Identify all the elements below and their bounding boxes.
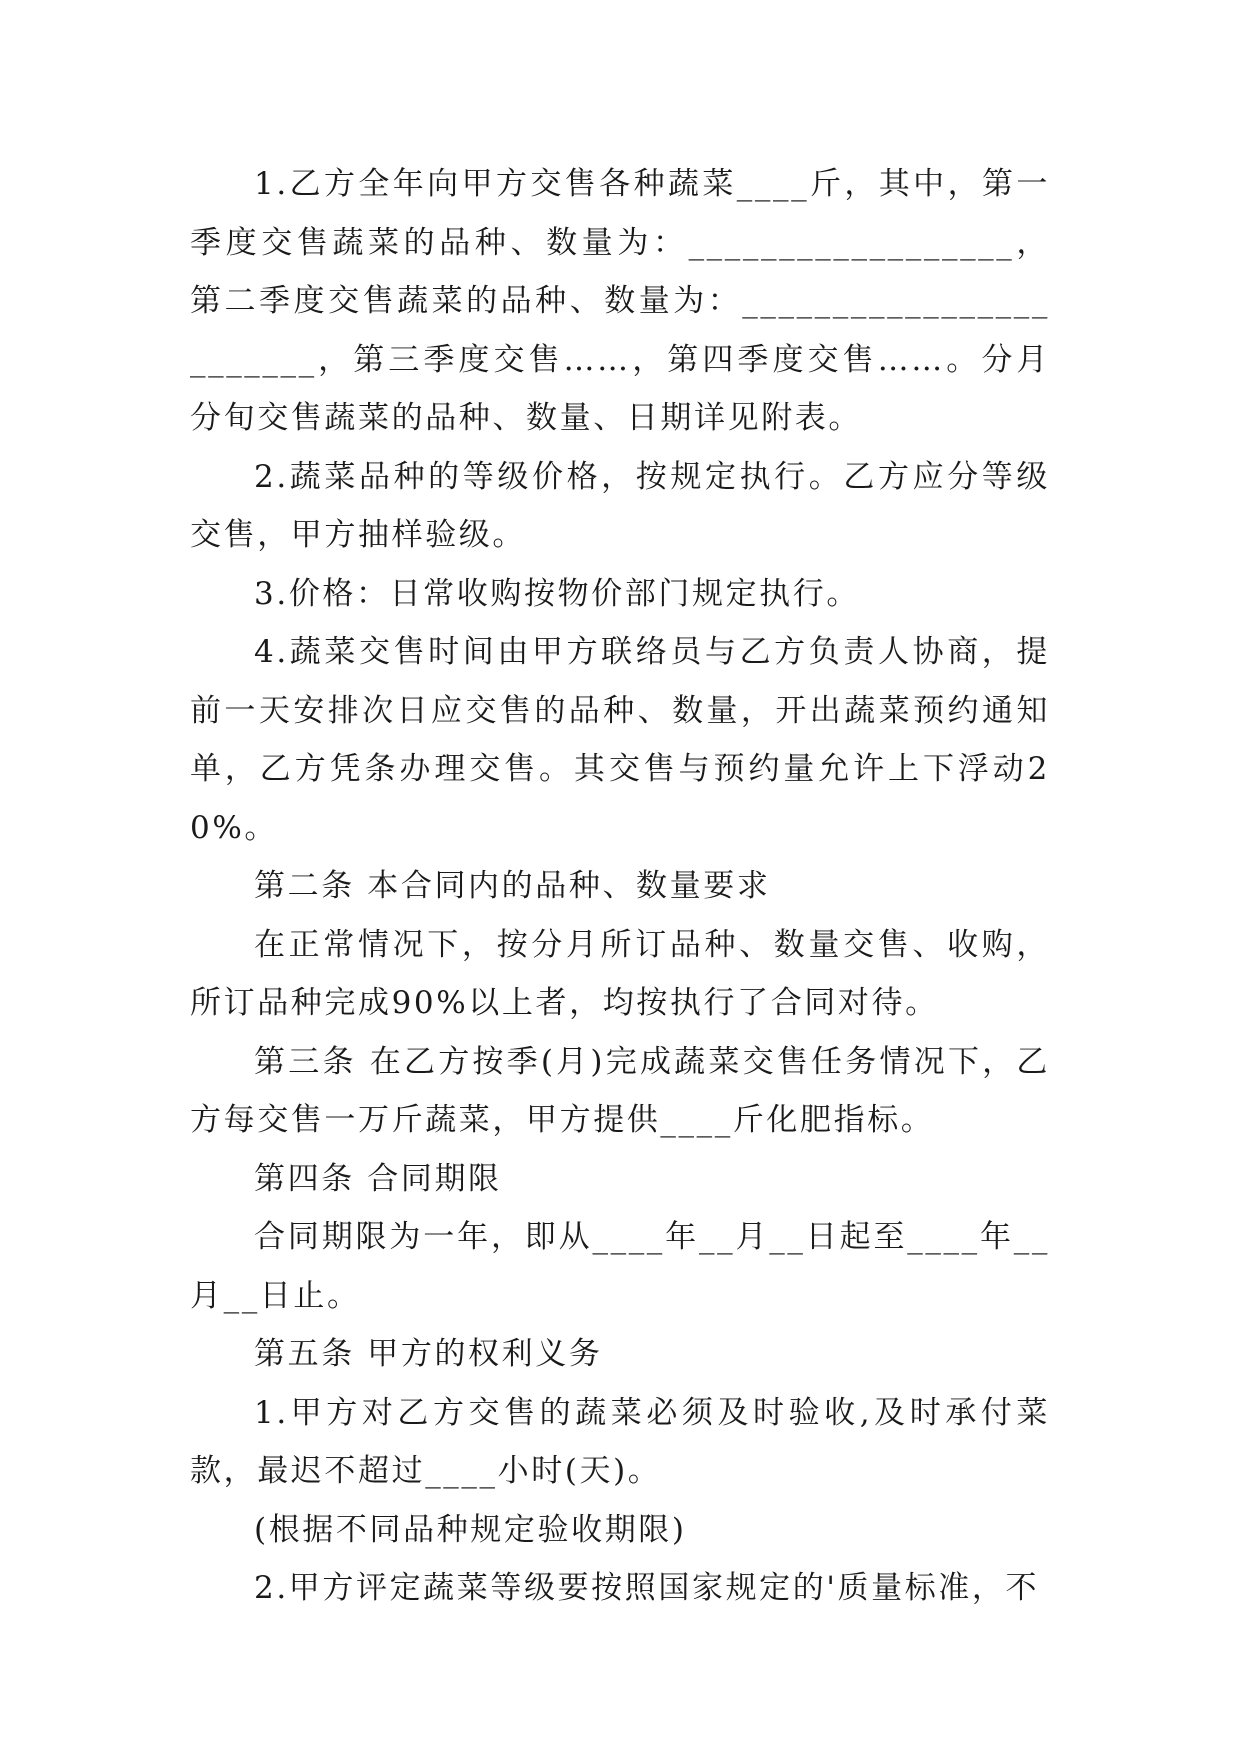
paragraph-article-5-item2: 2.甲方评定蔬菜等级要按照国家规定的'质量标准，不 (254, 1570, 1040, 1606)
paragraph-article-5-item1: 1.甲方对乙方交售的蔬菜必须及时验收,及时承付菜款，最迟不超过____小时(天)。 (190, 1394, 1050, 1489)
paragraph-item4-delivery-time: 4.蔬菜交售时间由甲方联络员与乙方负责人协商，提前一天安排次日应交售的品种、数量，开出蔬菜预约通知单，乙方凭条办理交售。其交售与预约量允许上下浮动20%。 (190, 634, 1050, 846)
paragraph-article-5-note: (根据不同品种规定验收期限) (254, 1511, 687, 1548)
article-4-heading: 第四条 合同期限 (254, 1160, 502, 1197)
paragraph-article-3: 第三条 在乙方按季(月)完成蔬菜交售任务情况下，乙方每交售一万斤蔬菜，甲方提供____斤化肥指标。 (190, 1043, 1050, 1138)
paragraph-article-2-body: 在正常情况下，按分月所订品种、数量交售、收购，所订品种完成90%以上者，均按执行了合同对待。 (190, 926, 1050, 1021)
document-body (190, 155, 1050, 1618)
paragraph-item1-vegetable-quantity: 1.乙方全年向甲方交售各种蔬菜____斤，其中，第一季度交售蔬菜的品种、数量为：__________________，第二季度交售蔬菜的品种、数量为：________________________，第三季度交售……，第四季度交售……。分月分旬交售蔬菜的品种、数量、日期详见附表。 (190, 166, 1050, 436)
article-2-heading: 第二条 本合同内的品种、数量要求 (254, 868, 771, 904)
paragraph-item3-price: 3.价格：日常收购按物价部门规定执行。 (254, 575, 860, 612)
article-5-heading: 第五条 甲方的权利义务 (254, 1336, 603, 1372)
paragraph-item2-grade-price: 2.蔬菜品种的等级价格，按规定执行。乙方应分等级交售，甲方抽样验级。 (190, 458, 1050, 553)
paragraph-article-4-body: 合同期限为一年，即从____年__月__日起至____年__月__日止。 (190, 1219, 1050, 1314)
